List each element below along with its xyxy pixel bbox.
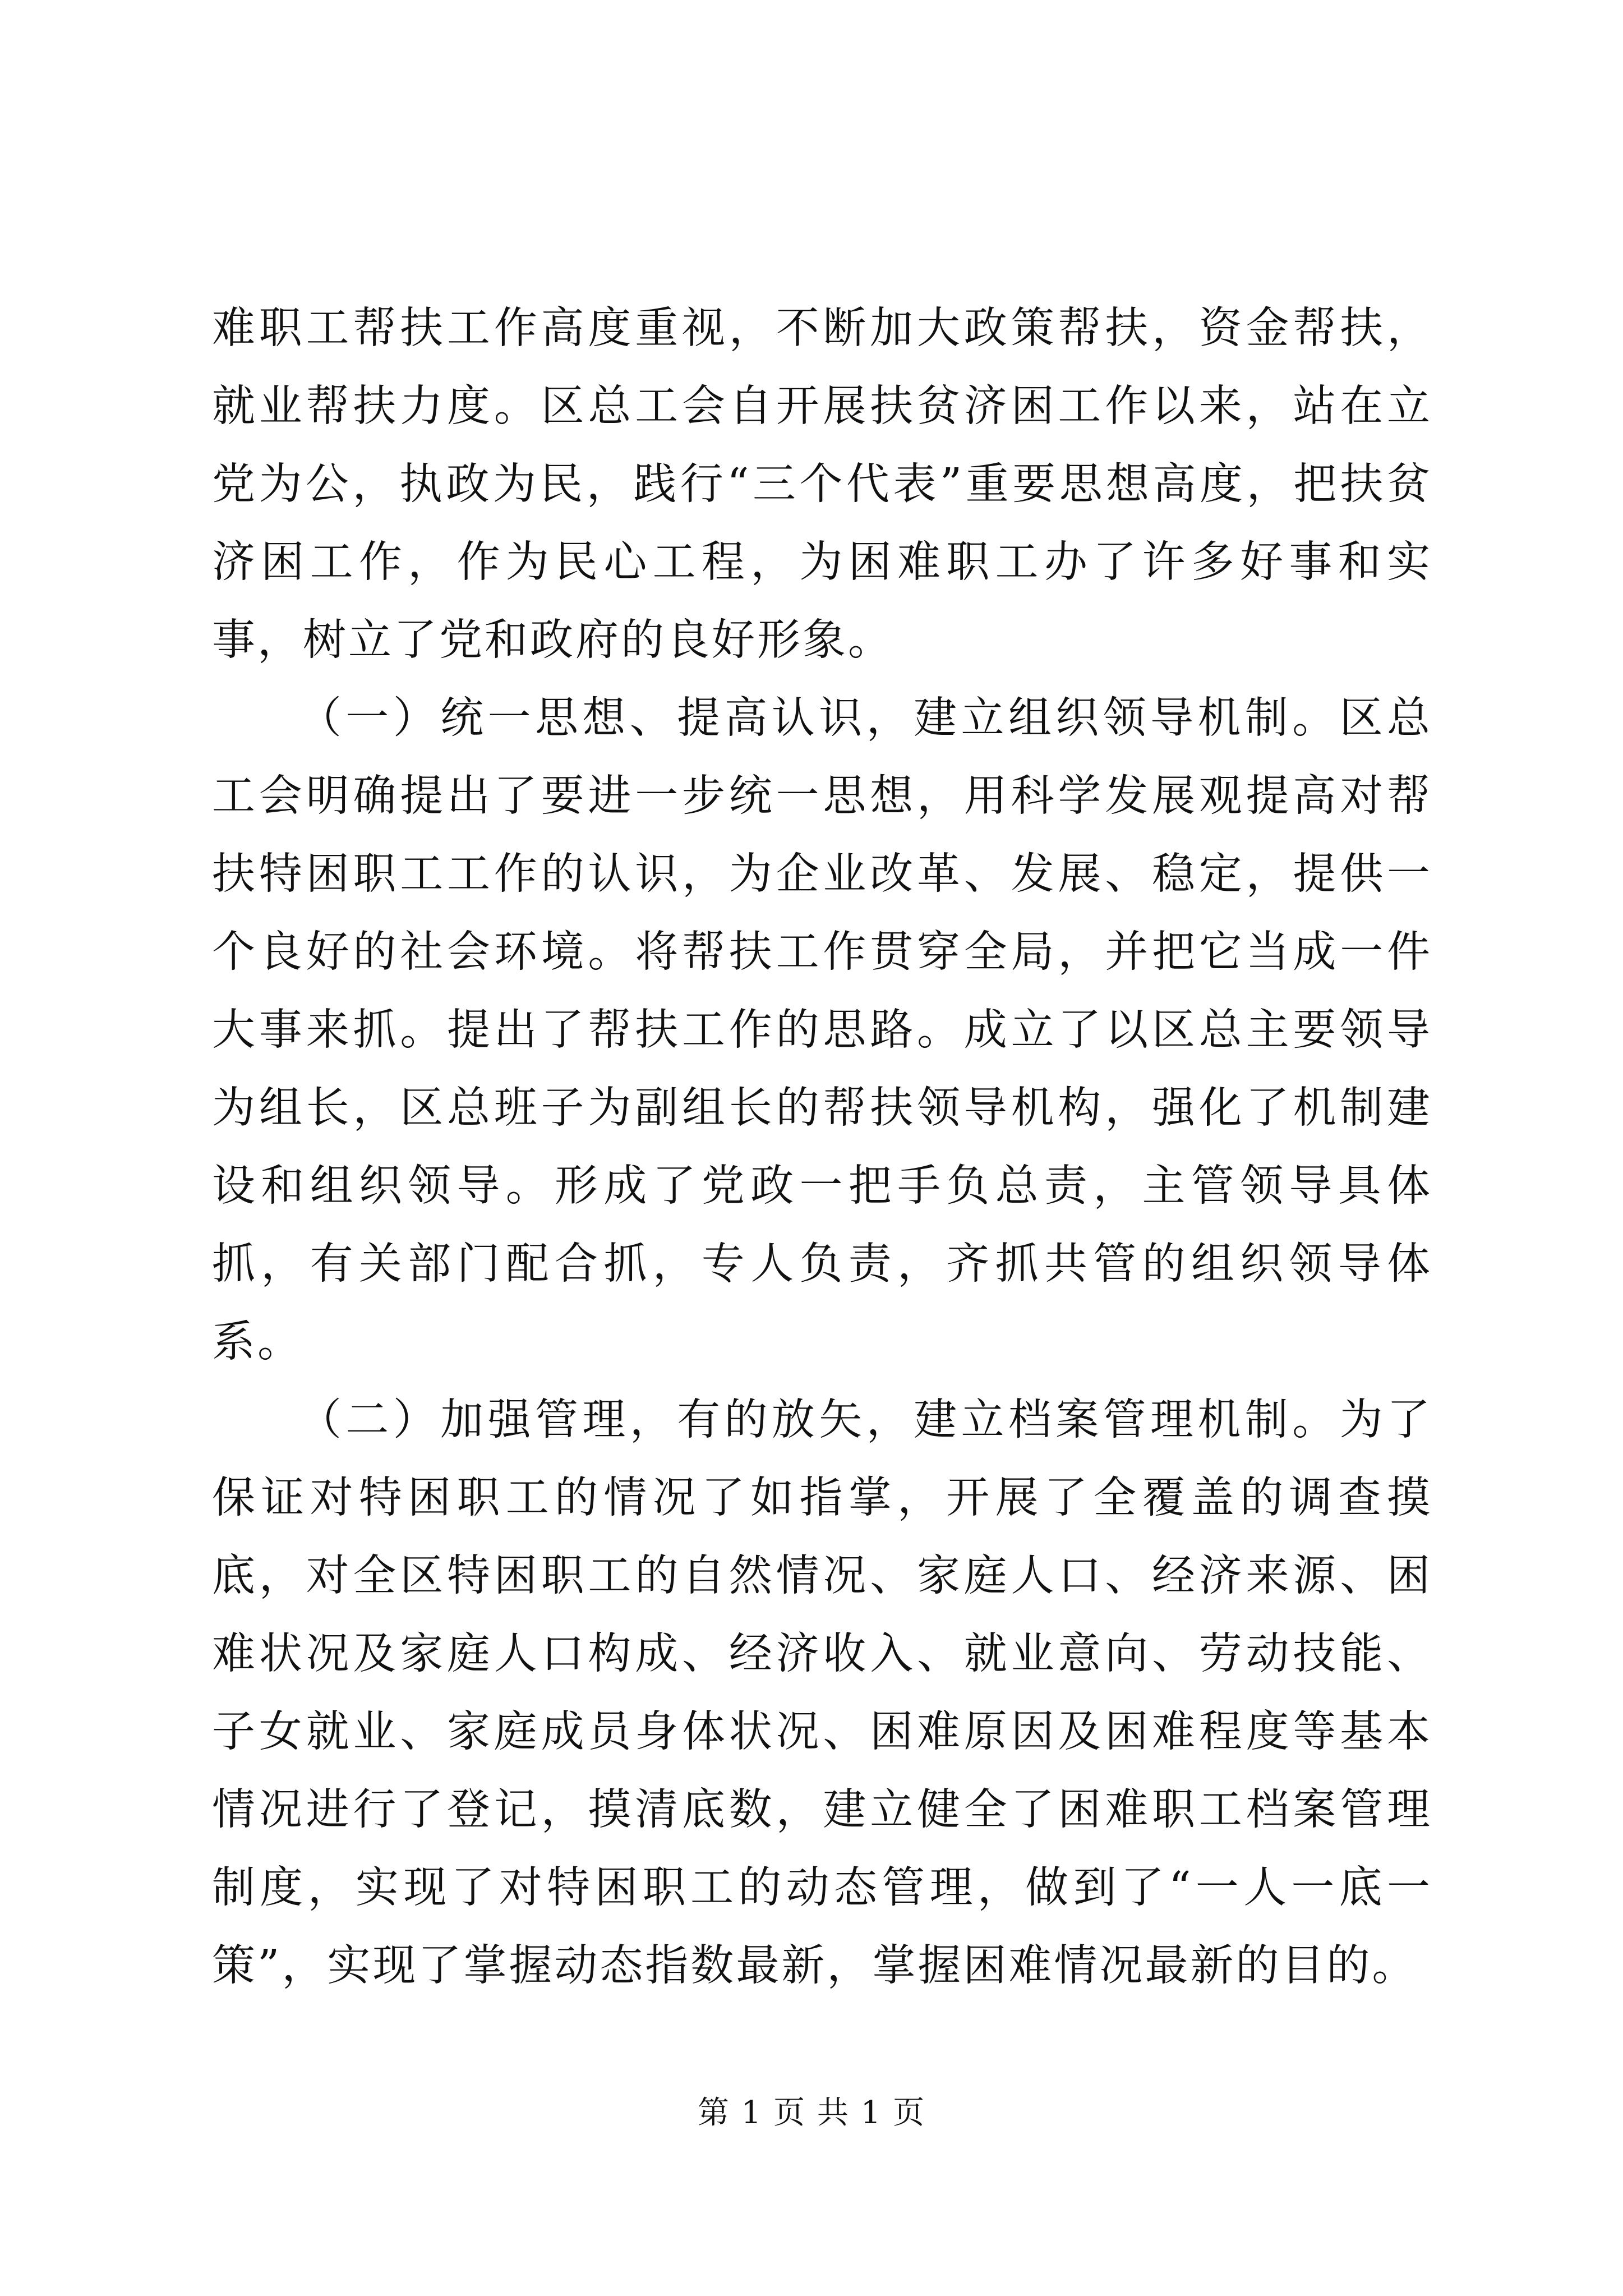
page-number-footer: 第 1 页 共 1 页 bbox=[697, 2095, 926, 2131]
paragraph-continuation: 难职工帮扶工作高度重视，不断加大政策帮扶，资金帮扶，就业帮扶力度。区总工会自开展扶贫济困工作以来，站在立党为公，执政为民，践行“三个代表”重要思想高度，把扶贫济困工作，作为民心工程，为困难职工办了许多好事和实事，树立了党和政府的良好形象。 bbox=[212, 303, 1432, 665]
paragraph-section-two: （二）加强管理，有的放矢，建立档案管理机制。为了保证对特困职工的情况了如指掌，开展了全覆盖的调查摸底，对全区特困职工的自然情况、家庭人口、经济来源、困难状况及家庭人口构成、经济收入、就业意向、劳动技能、子女就业、家庭成员身体状况、困难原因及困难程度等基本情况进行了登记，摸清底数，建立健全了困难职工档案管理制度，实现了对特困职工的动态管理，做到了“一人一底一策”，实现了掌握动态指数最新，掌握困难情况最新的目的。 bbox=[212, 1395, 1432, 1991]
document-body bbox=[212, 289, 1432, 2005]
paragraph-section-one: （一）统一思想、提高认识，建立组织领导机制。区总工会明确提出了要进一步统一思想，用科学发展观提高对帮扶特困职工工作的认识，为企业改革、发展、稳定，提供一个良好的社会环境。将帮扶工作贯穿全局，并把它当成一件大事来抓。提出了帮扶工作的思路。成立了以区总主要领导为组长，区总班子为副组长的帮扶领导机构，强化了机制建设和组织领导。形成了党政一把手负总责，主管领导具体抓，有关部门配合抓，专人负责，齐抓共管的组织领导体系。 bbox=[212, 693, 1432, 1367]
